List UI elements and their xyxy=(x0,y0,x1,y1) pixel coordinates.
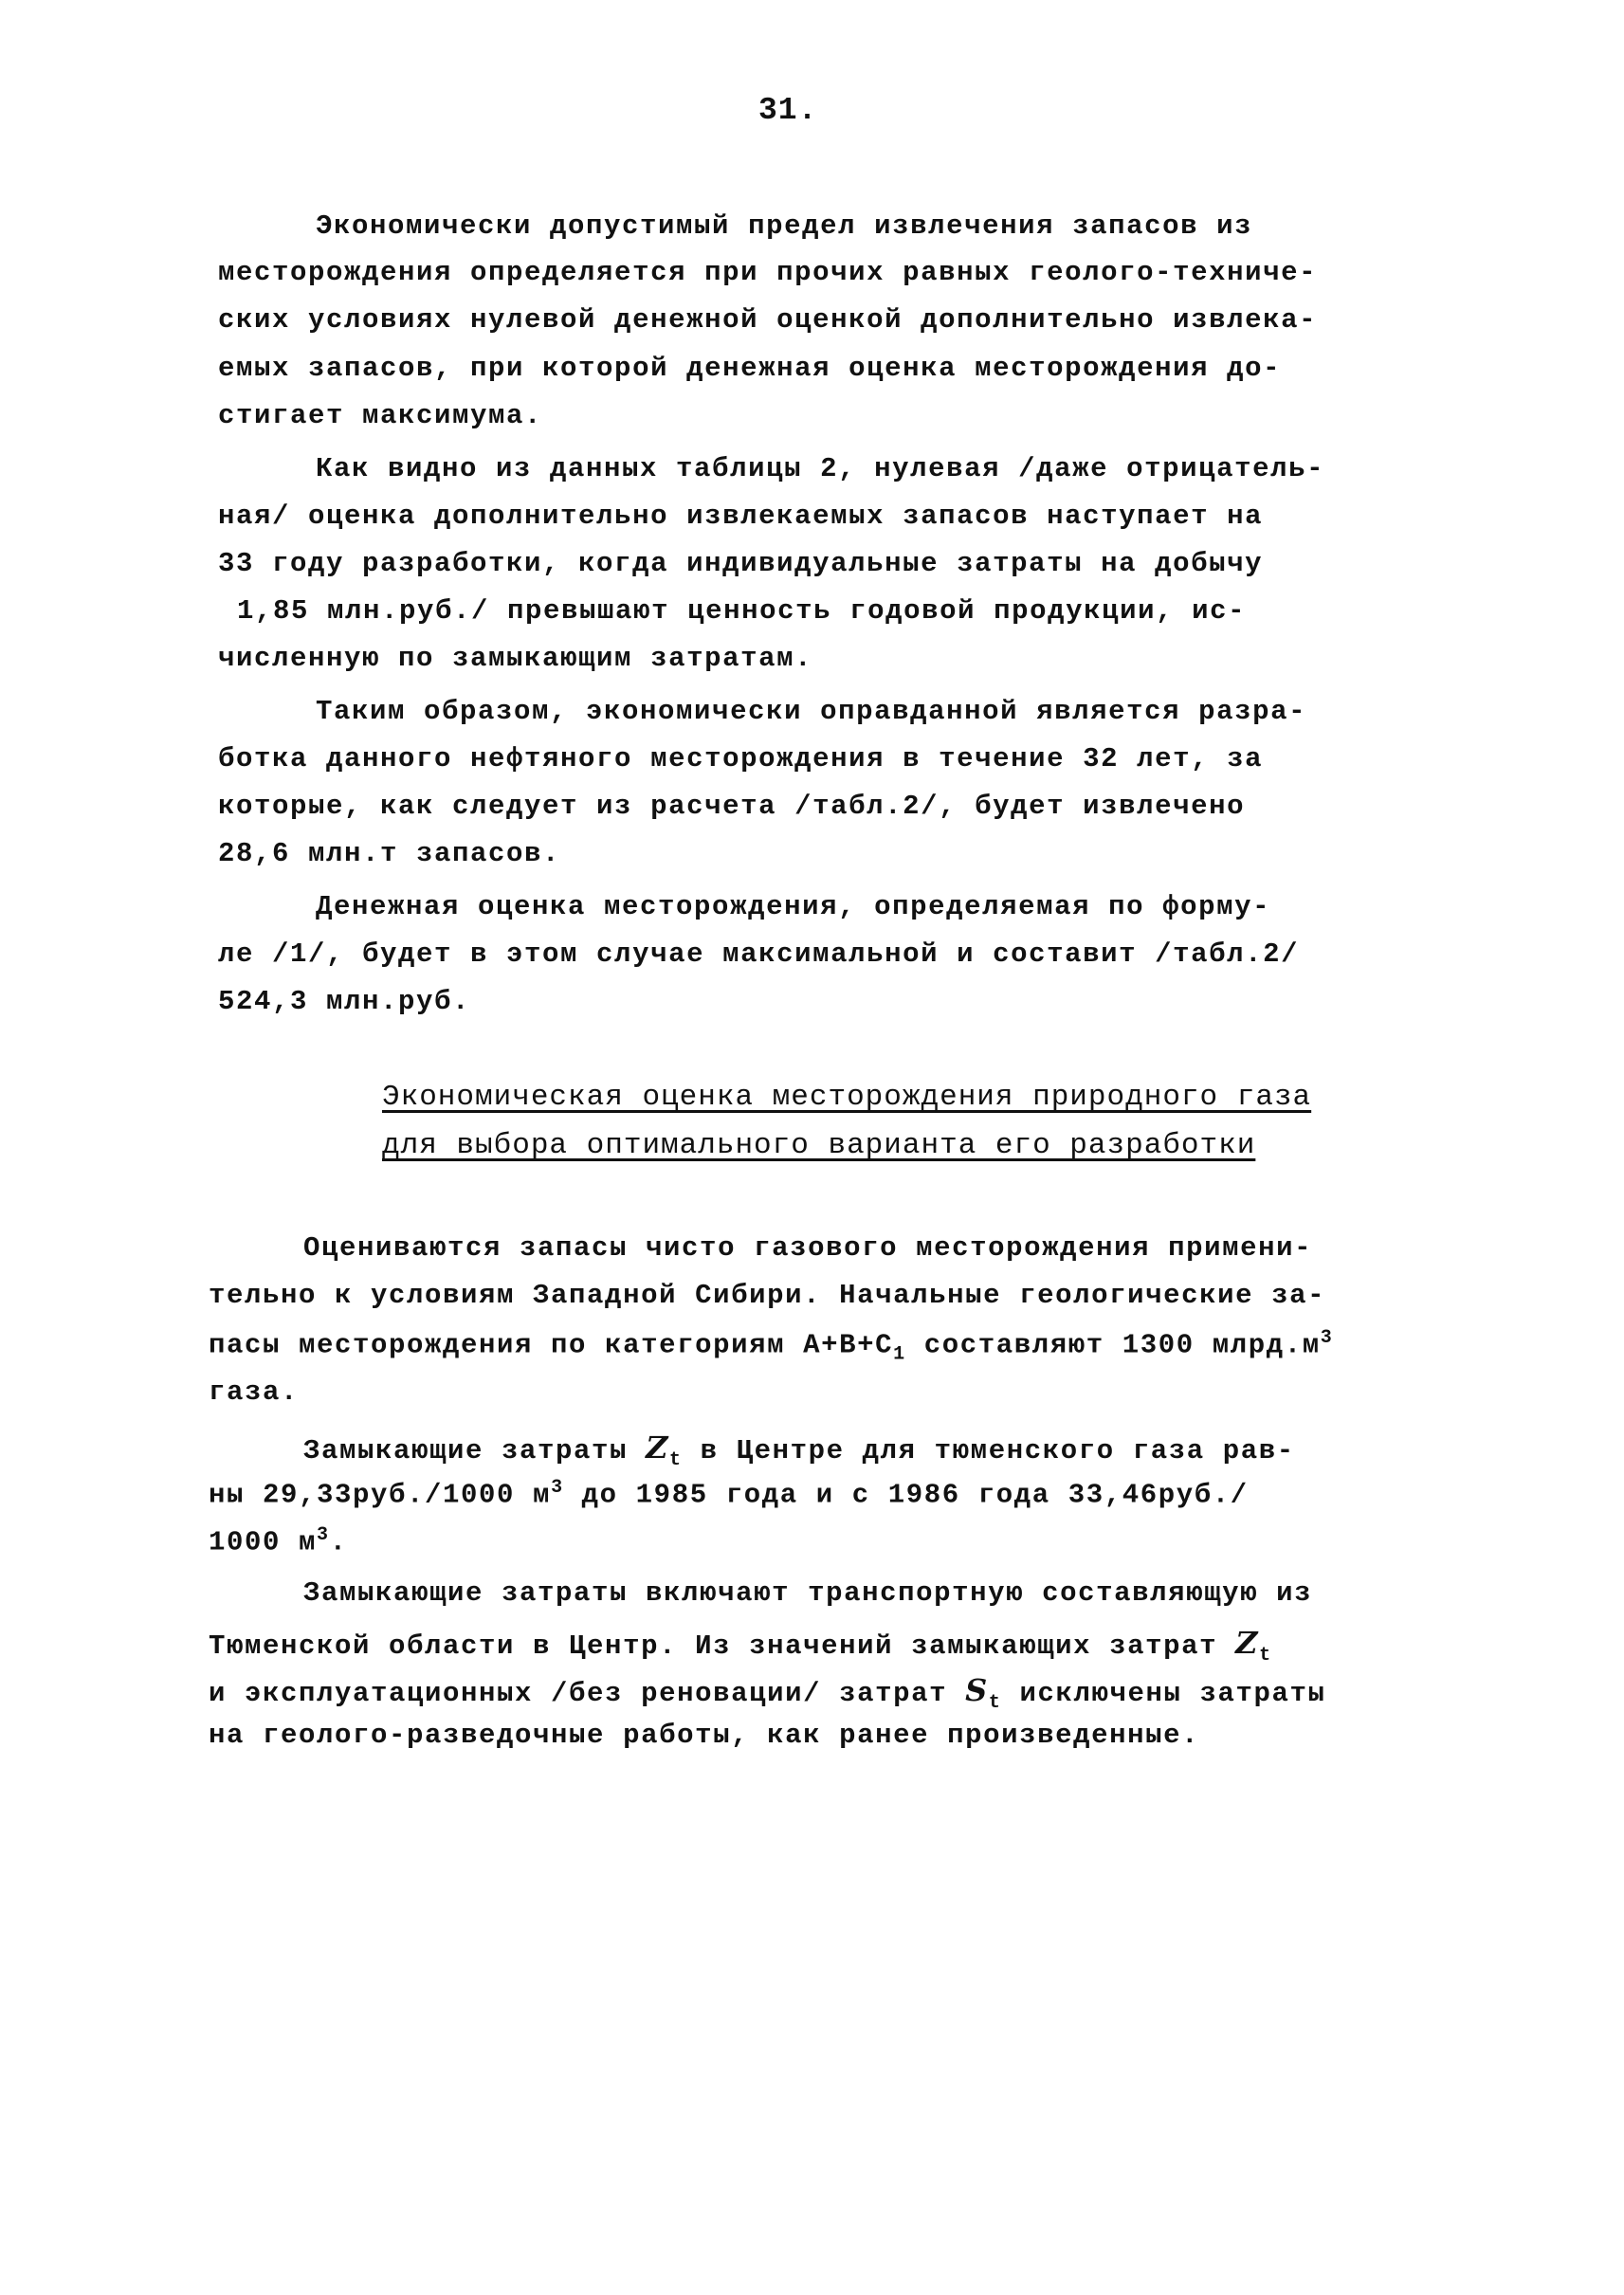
paragraph-7-line-2-text-a: Тюменской области в Центр. Из значений замыкающих затрат xyxy=(209,1630,1236,1662)
paragraph-5-line-2: тельно к условиям Западной Сибири. Начальные геологические за- xyxy=(209,1280,1326,1311)
paragraph-3-line-4: 28,6 млн.т запасов. xyxy=(218,838,561,869)
paragraph-6-line-2-sup: 3 xyxy=(551,1477,564,1499)
paragraph-1-line-5: стигает максимума. xyxy=(218,400,543,431)
paragraph-4-line-2: ле /1/, будет в этом случае максимальной и составит /табл.2/ xyxy=(218,938,1300,970)
paragraph-1-line-3: ских условиях нулевой денежной оценкой дополнительно извлека- xyxy=(218,304,1318,336)
paragraph-5-line-3 xyxy=(209,1327,1333,1365)
operating-cost-subscript: t xyxy=(988,1691,1002,1714)
paragraph-2-line-3: 33 году разработки, когда индивидуальные затраты на добычу xyxy=(218,548,1264,579)
paragraph-6-line-3 xyxy=(209,1524,348,1558)
section-heading-line-1: Экономическая оценка месторождения природного газа xyxy=(382,1081,1312,1114)
paragraph-6-line-3-text-a: 1000 м xyxy=(209,1526,318,1558)
paragraph-7-line-2 xyxy=(209,1625,1272,1667)
paragraph-3-line-2: ботка данного нефтяного месторождения в течение 32 лет, за xyxy=(218,743,1264,774)
paragraph-7-line-3-text-b: исключены затраты xyxy=(1001,1678,1326,1709)
closing-cost-subscript-2: t xyxy=(1259,1644,1272,1667)
paragraph-2-line-1: Как видно из данных таблицы 2, нулевая /даже отрицатель- xyxy=(316,453,1325,484)
paragraph-5-line-3-text-b: составляют 1300 млрд.м xyxy=(923,1329,1321,1361)
paragraph-1-line-1: Экономически допустимый предел извлечения запасов из xyxy=(316,210,1253,242)
paragraph-5-line-1: Оцениваются запасы чисто газового месторождения примени- xyxy=(303,1232,1313,1264)
section-heading-line-2: для выбора оптимального варианта его разработки xyxy=(382,1129,1256,1162)
paragraph-4-line-3: 524,3 млн.руб. xyxy=(218,986,471,1017)
paragraph-3-line-3: которые, как следует из расчета /табл.2/, будет извлечено xyxy=(218,791,1246,822)
paragraph-2-line-4: 1,85 млн.руб./ превышают ценность годовой продукции, ис- xyxy=(237,595,1247,627)
paragraph-6-line-1-text-a: Замыкающие затраты xyxy=(303,1435,647,1466)
paragraph-6-line-2-text-a: ны 29,33руб./1000 м xyxy=(209,1479,552,1511)
paragraph-1-line-4: емых запасов, при которой денежная оценка месторождения до- xyxy=(218,353,1282,384)
paragraph-3-line-1: Таким образом, экономически оправданной является разра- xyxy=(316,696,1307,727)
paragraph-6-line-2 xyxy=(209,1477,1249,1511)
paragraph-1-line-2: месторождения определяется при прочих равных геолого-техниче- xyxy=(218,257,1318,288)
closing-cost-subscript: t xyxy=(669,1448,683,1471)
paragraph-5-line-3-text: пасы месторождения по категориям А+В+С xyxy=(209,1329,894,1361)
subscript-1: 1 xyxy=(893,1343,906,1366)
paragraph-7-line-3-text-a: и эксплуатационных /без реновации/ затрат xyxy=(209,1678,966,1709)
paragraph-7-line-3 xyxy=(209,1672,1326,1714)
paragraph-2-line-2: ная/ оценка дополнительно извлекаемых запасов наступает на xyxy=(218,501,1264,532)
paragraph-6-line-1-text-b: в Центре для тюменского газа рав- xyxy=(682,1435,1295,1466)
closing-cost-symbol: Z xyxy=(646,1430,670,1466)
operating-cost-symbol: S xyxy=(965,1672,989,1708)
superscript-3: 3 xyxy=(1320,1327,1334,1349)
page-number: 31. xyxy=(758,93,818,128)
paragraph-6-line-3-text-b: . xyxy=(329,1526,348,1558)
paragraph-7-line-1: Замыкающие затраты включают транспортную составляющую из xyxy=(303,1577,1313,1609)
paragraph-6-line-2-text-b: до 1985 года и с 1986 года 33,46руб./ xyxy=(563,1479,1249,1511)
closing-cost-symbol-2: Z xyxy=(1235,1625,1260,1661)
paragraph-5-line-4: газа. xyxy=(209,1376,300,1408)
paragraph-6-line-3-sup: 3 xyxy=(317,1524,330,1546)
paragraph-2-line-5: численную по замыкающим затратам. xyxy=(218,643,813,674)
paragraph-7-line-4: на геолого-разведочные работы, как ранее произведенные. xyxy=(209,1720,1200,1751)
paragraph-4-line-1: Денежная оценка месторождения, определяемая по форму- xyxy=(316,891,1271,922)
paragraph-6-line-1 xyxy=(303,1430,1295,1471)
